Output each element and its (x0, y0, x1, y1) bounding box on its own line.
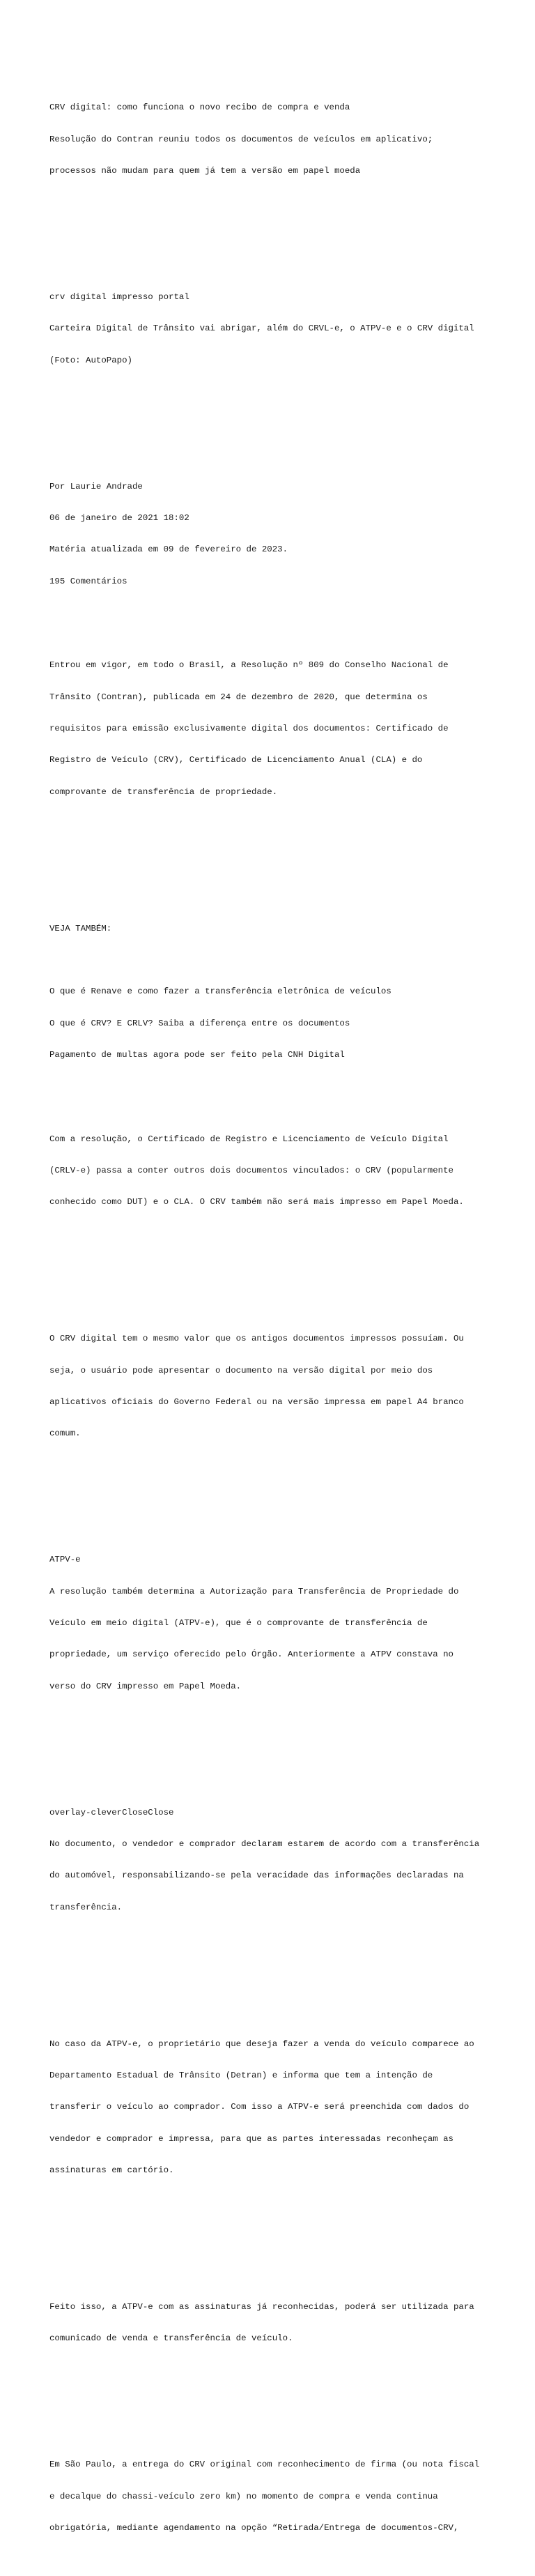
caption-line: (Foto: AutoPapo) (49, 355, 132, 365)
see-also-section (49, 903, 495, 1082)
paragraph-line: propriedade, um serviço oferecido pelo Órgão. Anteriormente a ATPV constava no (49, 1649, 453, 1660)
paragraph-line: Registro de Veículo (CRV), Certificado de Licenciamento Anual (CLA) e do (49, 755, 423, 765)
paragraph-line: requisitos para emissão exclusivamente digital dos documentos: Certificado de (49, 724, 449, 733)
comments-count: 195 Comentários (49, 576, 127, 586)
paragraph-line: comum. (49, 1428, 81, 1439)
author: Por Laurie Andrade (49, 481, 143, 491)
article-header (49, 82, 495, 197)
see-also-heading: VEJA TAMBÉM: (49, 923, 112, 933)
paragraph-line: No caso da ATPV-e, o proprietário que deseja fazer a venda do veículo comparece ao (49, 2038, 474, 2049)
paragraph-line: O CRV digital tem o mesmo valor que os antigos documentos impressos possuíam. Ou (49, 1334, 464, 1344)
paragraph-line: verso do CRV impresso em Papel Moeda. (49, 1681, 242, 1691)
paragraph-line: assinaturas em cartório. (49, 2165, 174, 2175)
paragraph-line: vendedor e comprador e impressa, para que as partes interessadas reconheçam as (49, 2133, 453, 2144)
updated-date: Matéria atualizada em 09 de fevereiro de 2023. (49, 544, 288, 555)
value-paragraph (49, 1313, 495, 1460)
overlay-close-text[interactable]: overlay-cleverCloseClose (49, 1807, 174, 1817)
paragraph-line: Veículo em meio digital (ATPV-e), que é o comprovante de transferência de (49, 1617, 428, 1628)
paragraph-line: obrigatória, mediante agendamento na opção “Retirada/Entrega de documentos-CRV, (49, 2523, 459, 2533)
paragraph-line: (CRLV-e) passa a conter outros dois documentos vinculados: o CRV (popularmente (49, 1165, 453, 1175)
paragraph-line: No documento, o vendedor e comprador declaram estarem de acordo com a transferência (49, 1838, 480, 1849)
sao-paulo-paragraph (49, 2439, 495, 2554)
paragraph-line: Trânsito (Contran), publicada em 24 de dezembro de 2020, que determina os (49, 692, 428, 702)
byline (49, 461, 495, 608)
document-paragraph (49, 1786, 495, 1933)
paragraph-line: transferência. (49, 1902, 123, 1912)
paragraph-line: A resolução também determina a Autorização para Transferência de Propriedade do (49, 1586, 459, 1596)
published-date: 06 de janeiro de 2021 18:02 (49, 513, 189, 524)
paragraph-line: aplicativos oficiais do Governo Federal ou na versão impressa em papel A4 branco (49, 1397, 464, 1407)
paragraph-line: Feito isso, a ATPV-e com as assinaturas já reconhecidas, poderá ser utilizada para (49, 2302, 474, 2312)
article-subtitle-line: Resolução do Contran reuniu todos os documentos de veículos em aplicativo; (49, 134, 433, 144)
paragraph-line: do automóvel, responsabilizando-se pela veracidade das informações declaradas na (49, 1870, 464, 1881)
case-paragraph (49, 2018, 495, 2197)
see-also-link[interactable]: O que é CRV? E CRLV? Saiba a diferença entre os documentos (49, 1018, 350, 1028)
atpv-section (49, 1534, 495, 1713)
document-page (49, 50, 495, 2576)
paragraph-line: e decalque do chassi-veículo zero km) no momento de compra e venda continua (49, 2491, 438, 2501)
article-title: CRV digital: como funciona o novo recibo de compra e venda (49, 102, 350, 113)
image-caption (49, 271, 495, 387)
see-also-link[interactable]: Pagamento de multas agora pode ser feito pela CNH Digital (49, 1049, 345, 1060)
intro-paragraph (49, 639, 495, 818)
paragraph-line: Departamento Estadual de Trânsito (Detran) e informa que tem a intenção de (49, 2071, 433, 2080)
paragraph-line: Entrou em vigor, em todo o Brasil, a Resolução nº 809 do Conselho Nacional de (49, 660, 449, 671)
crlv-paragraph (49, 1113, 495, 1228)
paragraph-line: Em São Paulo, a entrega do CRV original com reconhecimento de firma (ou nota fiscal (49, 2460, 480, 2470)
paragraph-line: seja, o usuário pode apresentar o documento na versão digital por meio dos (49, 1365, 433, 1375)
caption-line: Carteira Digital de Trânsito vai abrigar, além do CRVL-e, o ATPV-e e o CRV digital (49, 323, 474, 334)
done-paragraph (49, 2281, 495, 2365)
paragraph-line: transferir o veículo ao comprador. Com isso a ATPV-e será preenchida com dados do (49, 2102, 470, 2112)
image-alt-text: crv digital impresso portal (49, 292, 189, 303)
paragraph-line: comprovante de transferência de propriedade. (49, 786, 278, 797)
article-subtitle-line: processos não mudam para quem já tem a versão em papel moeda (49, 166, 361, 176)
atpv-heading: ATPV-e (49, 1555, 81, 1565)
paragraph-line: comunicado de venda e transferência de veículo. (49, 2333, 293, 2344)
paragraph-line: Com a resolução, o Certificado de Registro e Licenciamento de Veículo Digital (49, 1134, 449, 1144)
paragraph-line: conhecido como DUT) e o CLA. O CRV também não será mais impresso em Papel Moeda. (49, 1197, 464, 1207)
see-also-link[interactable]: O que é Renave e como fazer a transferência eletrônica de veículos (49, 986, 391, 997)
